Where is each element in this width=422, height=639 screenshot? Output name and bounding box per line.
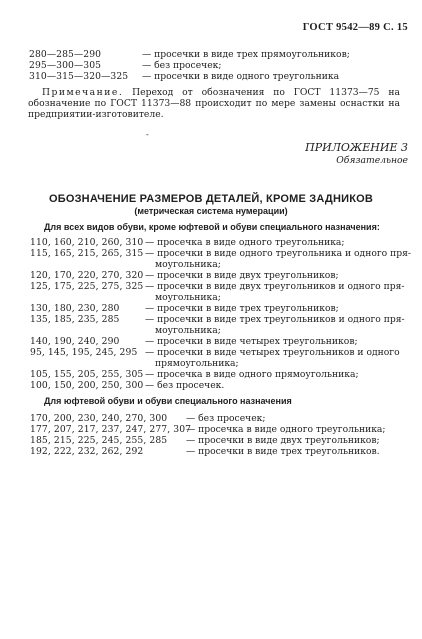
size-codes: 310—315—320—325 [29,71,129,82]
size-description: — без просечек; [186,413,266,424]
size-description: — просечки в виде одного треугольника и одного пря- [145,248,412,259]
size-description: — просечки в виде двух треугольников; [186,435,380,446]
size-description: — просечки в виде трех прямоугольников; [142,49,350,60]
size-description-cont: моугольника; [155,325,221,336]
size-codes: 140, 190, 240, 290 [30,336,120,347]
size-codes: 135, 185, 235, 285 [30,314,120,325]
size-description: — просечки в виде трех треугольников. [186,446,380,457]
size-description: — просечки в виде двух треугольников; [145,270,339,281]
size-codes: 280—285—290 [29,49,102,60]
size-description: — просечка в виде одного треугольника; [145,237,345,248]
size-description: — просечки в виде трех треугольников и одного пря- [145,314,405,325]
appendix-block [305,141,408,167]
size-codes: 170, 200, 230, 240, 270, 300 [30,413,168,424]
note-text: Переход от обозначения по ГОСТ 11373—75 на обозначение по ГОСТ 11373—88 происходит по мере замены оснастки на предприятии-изготовителе. [28,87,401,120]
size-description: — просечки в виде двух треугольников и одного пря- [145,281,405,292]
section-subtitle: (метрическая система нумерации) [134,206,288,216]
size-description-cont: прямоугольника; [155,358,239,369]
page-header: ГОСТ 9542—89 С. 15 [302,22,408,33]
stray-mark: - [146,130,149,139]
size-description: — просечка в виде одного треугольника; [186,424,386,435]
size-codes: 95, 145, 195, 245, 295 [30,347,138,358]
size-description: — без просечек; [142,60,222,71]
size-codes: 177, 207, 217, 237, 247, 277, 307 [30,424,192,435]
appendix-title: ПРИЛОЖЕНИЕ 3 [305,141,408,154]
size-codes: 192, 222, 232, 262, 292 [30,446,144,457]
section-heading: Для юфтевой обуви и обуви специального назначения [44,396,292,406]
size-codes: 100, 150, 200, 250, 300 [30,380,144,391]
appendix-subtitle: Обязательное [336,155,408,166]
size-codes: 120, 170, 220, 270, 320 [30,270,144,281]
note-paragraph [28,87,400,120]
size-codes: 125, 175, 225, 275, 325 [30,281,144,292]
size-codes: 115, 165, 215, 265, 315 [30,248,144,259]
size-codes: 185, 215, 225, 245, 255, 285 [30,435,168,446]
size-codes: 110, 160, 210, 260, 310 [30,237,144,248]
note-lead: Примечание. [42,87,124,98]
size-codes: 295—300—305 [29,60,102,71]
size-description: — просечки в виде четырех треугольников; [145,336,358,347]
size-description: — просечка в виде одного прямоугольника; [145,369,359,380]
section-heading: Для всех видов обуви, кроме юфтевой и обуви специального назначения: [44,222,380,232]
size-codes: 130, 180, 230, 280 [30,303,120,314]
size-description-cont: моугольника; [155,292,221,303]
section-title: ОБОЗНАЧЕНИЕ РАЗМЕРОВ ДЕТАЛЕЙ, КРОМЕ ЗАДНИКОВ [48,193,374,205]
size-description-cont: моугольника; [155,259,221,270]
size-description: — просечки в виде трех треугольников; [145,303,339,314]
size-codes: 105, 155, 205, 255, 305 [30,369,144,380]
size-description: — просечки в виде одного треугольника [142,71,340,82]
size-description: — просечки в виде четырех треугольников и одного [145,347,400,358]
size-description: — без просечек. [145,380,225,391]
